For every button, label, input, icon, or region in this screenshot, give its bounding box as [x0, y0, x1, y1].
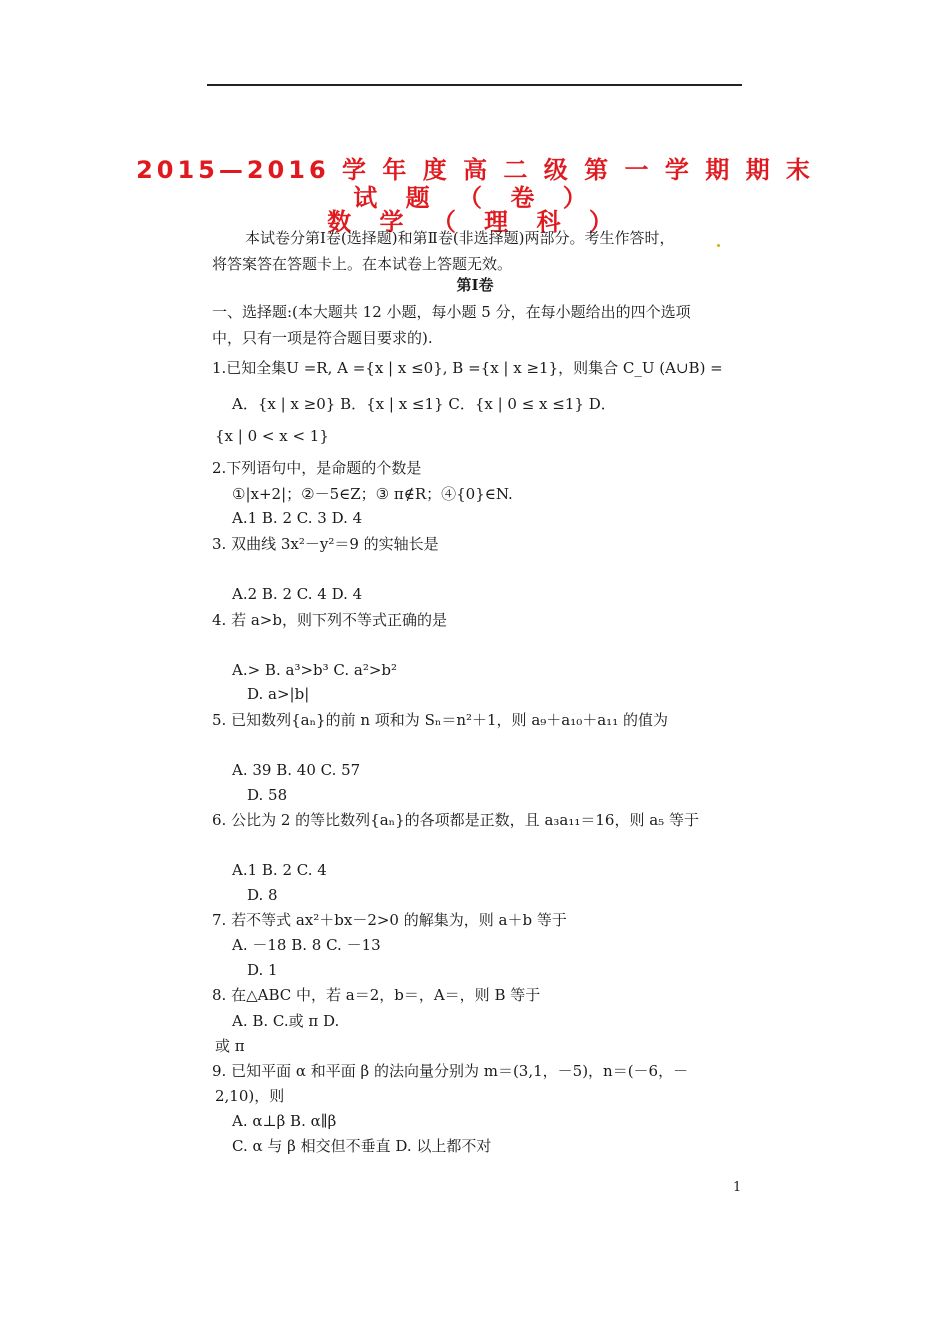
question-4-options: A.> B. a³>b³ C. a²>b² — [232, 661, 398, 679]
question-1-option-d: {x | 0 < x < 1} — [215, 427, 329, 445]
question-9-stem: 9. 已知平面 α 和平面 β 的法向量分别为 m＝(3,1，－5)，n＝(－6，－ — [212, 1062, 689, 1080]
question-5-stem: 5. 已知数列{aₙ}的前 n 项和为 Sₙ＝n²＋1，则 a₉＋a₁₀＋a₁₁ 的值为 — [212, 711, 668, 729]
part1-instruction-1: 一、选择题:(本大题共 12 小题，每小题 5 分，在每小题给出的四个选项 — [212, 303, 691, 321]
question-8-options: A. B. C.或 π D. — [232, 1012, 340, 1030]
question-7-stem: 7. 若不等式 ax²＋bx－2>0 的解集为，则 a＋b 等于 — [212, 911, 567, 929]
question-9-options-cd: C. α 与 β 相交但不垂直 D. 以上都不对 — [232, 1137, 492, 1155]
question-8-stem: 8. 在△ABC 中，若 a＝2，b＝，A＝，则 B 等于 — [212, 986, 541, 1004]
question-2-statements: ①|x+2|；②－5∈Z；③ π∉R；④{0}∈N. — [232, 485, 513, 503]
question-6-stem: 6. 公比为 2 的等比数列{aₙ}的各项都是正数，且 a₃a₁₁＝16，则 a₅ 等于 — [212, 811, 699, 829]
question-2-options: A.1 B. 2 C. 3 D. 4 — [232, 509, 363, 527]
question-7-options: A. －18 B. 8 C. －13 — [232, 936, 381, 954]
question-1-stem: 1.已知全集U =R, A ={x | x ≤0}, B ={x | x ≥1}，则集合 C_U (A∪B) = — [212, 359, 723, 377]
part1-instruction-2: 中，只有一项是符合题目要求的). — [212, 329, 433, 347]
question-9-stem-cont: 2,10)，则 — [215, 1087, 285, 1105]
question-4-option-d: D. a>|b| — [247, 685, 310, 703]
question-6-option-d: D. 8 — [247, 886, 278, 904]
question-9-options-ab: A. α⊥β B. α∥β — [232, 1112, 337, 1130]
exam-title-line1: 2015—2016 学 年 度 高 二 级 第 一 学 期 期 末 — [136, 156, 814, 184]
section-title: 第Ⅰ卷 — [456, 276, 494, 294]
question-7-option-d: D. 1 — [247, 961, 278, 979]
question-3-options: A.2 B. 2 C. 4 D. 4 — [232, 585, 363, 603]
question-8-option-d: 或 π — [215, 1037, 245, 1055]
question-2-stem: 2.下列语句中，是命题的个数是 — [212, 459, 422, 477]
question-5-options: A. 39 B. 40 C. 57 — [232, 761, 361, 779]
question-4-stem: 4. 若 a>b，则下列不等式正确的是 — [212, 611, 447, 629]
question-5-option-d: D. 58 — [247, 786, 288, 804]
exam-subject-title: 数 学 （ 理 科 ） — [327, 208, 623, 236]
intro-line-2: 将答案答在答题卡上。在本试卷上答题无效。 — [212, 255, 513, 273]
ink-dot — [717, 244, 720, 247]
question-3-stem: 3. 双曲线 3x²－y²＝9 的实轴长是 — [212, 535, 439, 553]
question-1-options: A．{x | x ≥0} B．{x | x ≤1} C．{x | 0 ≤ x ≤1} D． — [232, 395, 616, 413]
page-number: 1 — [733, 1180, 742, 1195]
question-6-options: A.1 B. 2 C. 4 — [232, 861, 327, 879]
exam-title-line2: 试 题 （ 卷 ） — [353, 184, 597, 212]
header-rule — [207, 84, 742, 86]
intro-line-1: 本试卷分第Ⅰ卷(选择题)和第Ⅱ卷(非选择题)两部分。考生作答时， — [245, 229, 675, 247]
